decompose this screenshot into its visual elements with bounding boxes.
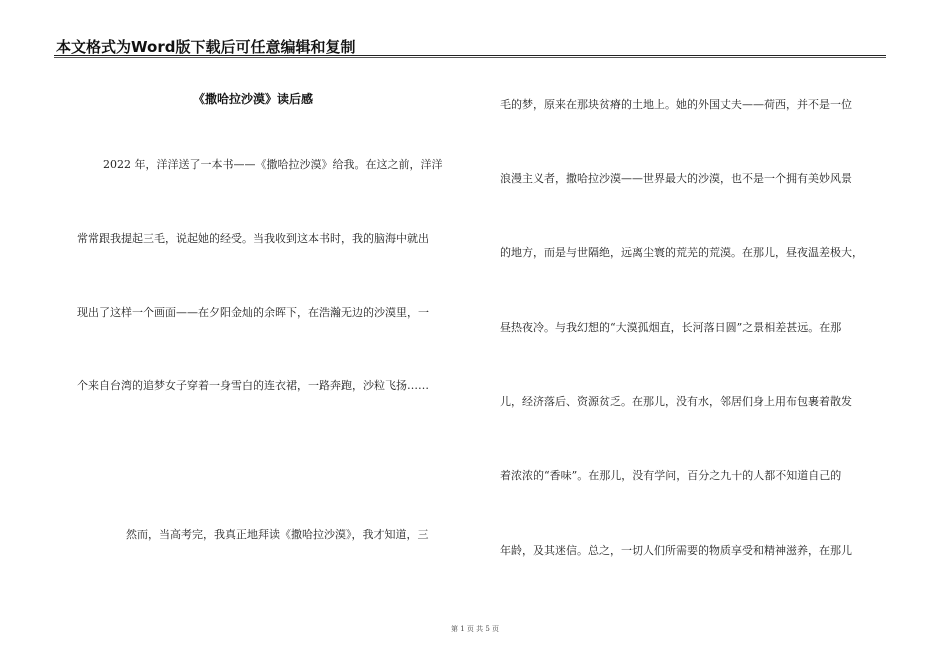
page-number: 第 1 页 共 5 页 <box>450 625 500 633</box>
paragraph-line: 的地方，而是与世隔绝，远离尘寰的荒芜的荒漠。在那儿，昼夜温差极大， <box>500 246 863 259</box>
paragraph-line: 昼热夜冷。与我幻想的“大漠孤烟直，长河落日圆”之景相差甚远。在那 <box>500 321 842 334</box>
paragraph-line: 常常跟我提起三毛，说起她的经受。当我收到这本书时，我的脑海中就出 <box>77 232 429 245</box>
header-rule <box>54 55 886 56</box>
paragraph-line: 然而，当高考完，我真正地拜读《撒哈拉沙漠》，我才知道，三 <box>126 528 429 541</box>
paragraph-line: 毛的梦，原来在那块贫瘠的土地上。她的外国丈夫——荷西，并不是一位 <box>500 98 852 111</box>
paragraph-line: 浪漫主义者，撒哈拉沙漠——世界最大的沙漠，也不是一个拥有美妙风景 <box>500 172 852 185</box>
paragraph-line: 着浓浓的“香味”。在那儿，没有学问，百分之九十的人都不知道自己的 <box>500 469 842 482</box>
paragraph-line: 现出了这样一个画面——在夕阳金灿的余晖下，在浩瀚无边的沙漠里，一 <box>77 306 429 319</box>
header-rule-secondary <box>54 57 886 58</box>
paragraph-line: 2022 年，洋洋送了一本书——《撒哈拉沙漠》给我。在这之前，洋洋 <box>103 158 443 171</box>
document-header-banner: 本文格式为Word版下载后可任意编辑和复制 <box>56 38 356 56</box>
paragraph-line: 个来自台湾的追梦女子穿着一身雪白的连衣裙，一路奔跑，沙粒飞扬…… <box>77 379 429 392</box>
paragraph-line: 儿，经济落后、资源贫乏。在那儿，没有水，邻居们身上用布包裹着散发 <box>500 395 852 408</box>
paragraph-line: 年龄，及其迷信。总之，一切人们所需要的物质享受和精神滋养，在那儿 <box>500 544 852 557</box>
document-title: 《撒哈拉沙漠》读后感 <box>193 92 314 106</box>
